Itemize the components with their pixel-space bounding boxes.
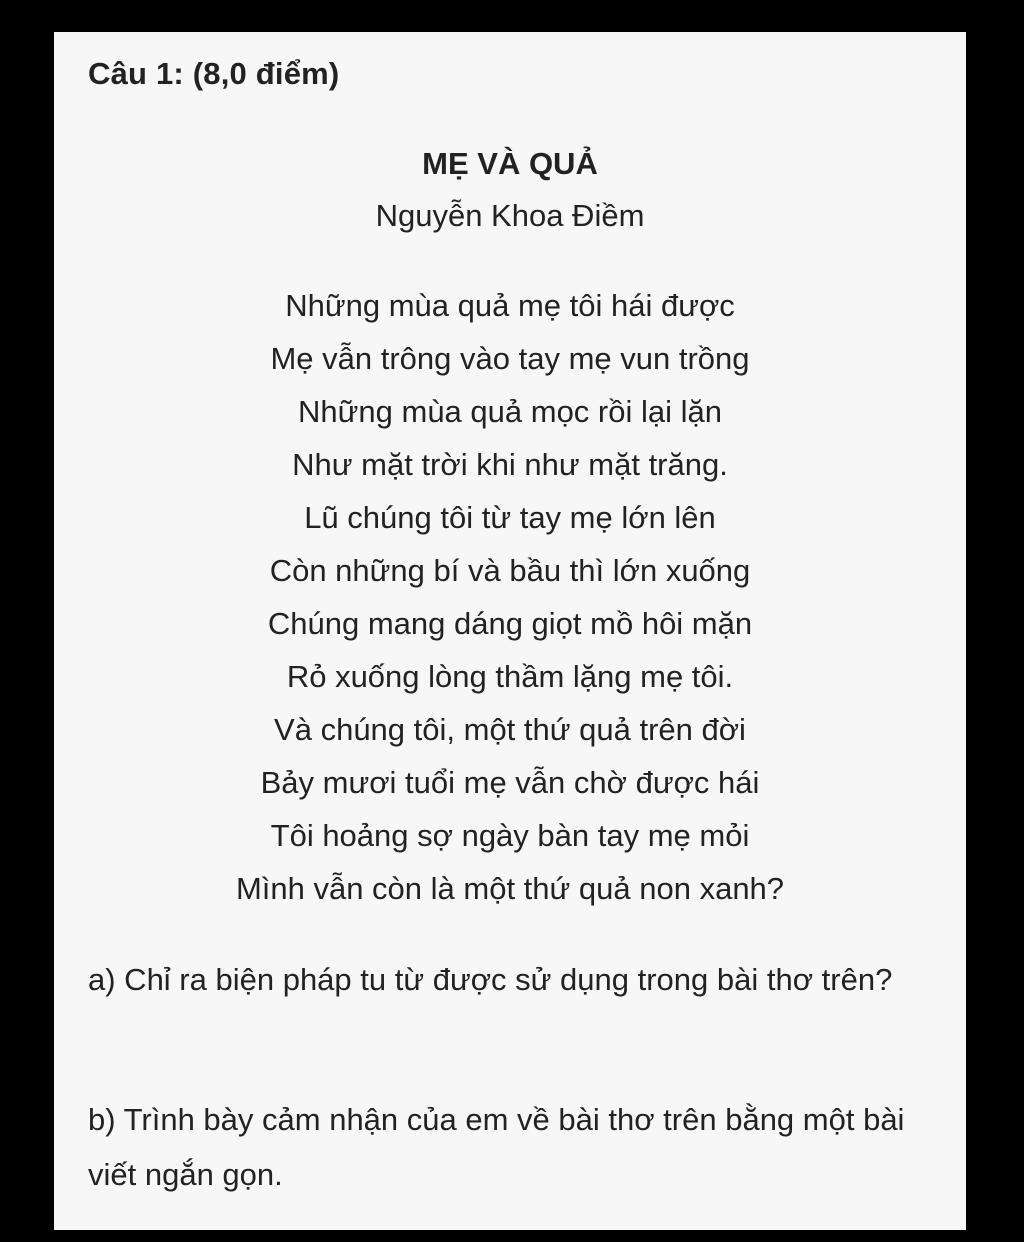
question-b: b) Trình bày cảm nhận của em về bài thơ trên bằng một bài viết ngắn gọn. bbox=[88, 1102, 905, 1192]
poem-body bbox=[54, 284, 966, 920]
document-page bbox=[54, 32, 966, 1230]
poem-line: Những mùa quả mọc rồi lại lặn bbox=[298, 394, 722, 429]
question-heading: Câu 1: (8,0 điểm) bbox=[88, 56, 340, 91]
poem-line: Lũ chúng tôi từ tay mẹ lớn lên bbox=[304, 500, 716, 535]
poem-line: Bảy mươi tuổi mẹ vẫn chờ được hái bbox=[260, 765, 760, 800]
poem-line: Chúng mang dáng giọt mồ hôi mặn bbox=[267, 606, 753, 641]
poem-line: Những mùa quả mẹ tôi hái được bbox=[285, 288, 735, 323]
question-a: a) Chỉ ra biện pháp tu từ được sử dụng trong bài thơ trên? bbox=[88, 962, 893, 997]
poem-line: Như mặt trời khi như mặt trăng. bbox=[292, 447, 728, 482]
poem-title: MẸ VÀ QUẢ bbox=[422, 146, 598, 181]
poem-line: Tôi hoảng sợ ngày bàn tay mẹ mỏi bbox=[270, 818, 750, 853]
poem-line: Rỏ xuống lòng thầm lặng mẹ tôi. bbox=[286, 659, 734, 694]
poem-author: Nguyễn Khoa Điềm bbox=[375, 198, 645, 233]
poem-line: Mình vẫn còn là một thứ quả non xanh? bbox=[235, 871, 785, 906]
poem-line: Và chúng tôi, một thứ quả trên đời bbox=[274, 712, 746, 747]
poem-line: Còn những bí và bầu thì lớn xuống bbox=[269, 553, 751, 588]
poem-line: Mẹ vẫn trông vào tay mẹ vun trồng bbox=[270, 341, 750, 376]
